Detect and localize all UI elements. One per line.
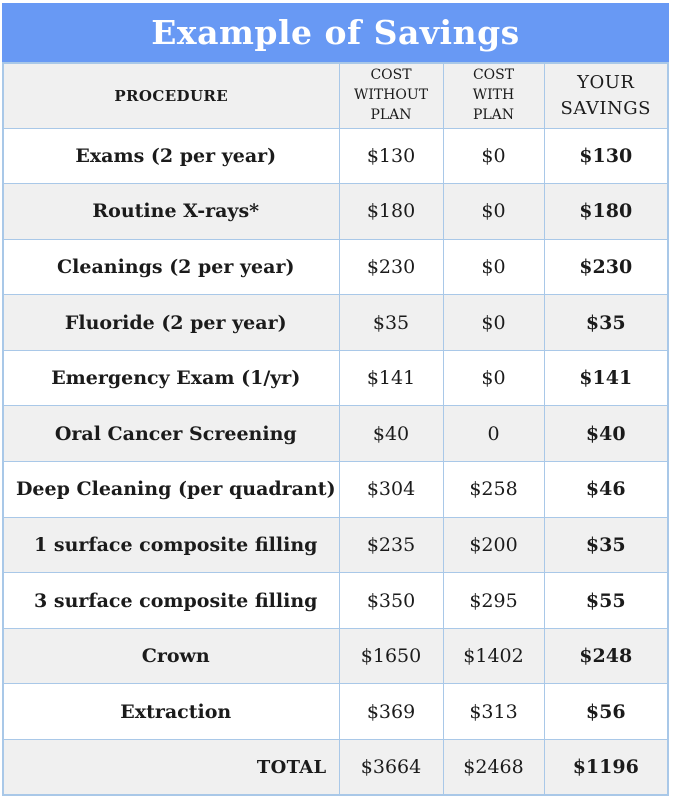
- column-header-cost-with-plan: COST WITH PLAN: [443, 63, 544, 128]
- table-row: [3, 517, 668, 573]
- savings-cell: $248: [544, 628, 668, 684]
- cost-without-plan-cell: $369: [339, 684, 443, 740]
- table-row: [3, 295, 668, 351]
- procedure-cell: TOTAL: [3, 740, 339, 796]
- cost-with-plan-cell: $0: [443, 295, 544, 351]
- cost-with-plan-cell: $0: [443, 350, 544, 406]
- savings-cell: $35: [544, 295, 668, 351]
- cost-without-plan-cell: $40: [339, 406, 443, 462]
- procedure-cell: Exams (2 per year): [3, 128, 339, 184]
- procedure-cell: Routine X-rays*: [3, 184, 339, 240]
- table-row: [3, 406, 668, 462]
- procedure-cell: Extraction: [3, 684, 339, 740]
- cost-with-plan-cell: $200: [443, 517, 544, 573]
- cost-without-plan-cell: $3664: [339, 740, 443, 796]
- cost-with-plan-cell: $0: [443, 128, 544, 184]
- cost-without-plan-cell: $1650: [339, 628, 443, 684]
- cost-with-plan-cell: 0: [443, 406, 544, 462]
- cost-without-plan-cell: $235: [339, 517, 443, 573]
- procedure-cell: Oral Cancer Screening: [3, 406, 339, 462]
- table-body: [3, 128, 668, 795]
- cost-without-plan-cell: $141: [339, 350, 443, 406]
- procedure-cell: Deep Cleaning (per quadrant): [3, 462, 339, 518]
- cost-with-plan-cell: $2468: [443, 740, 544, 796]
- savings-cell: $40: [544, 406, 668, 462]
- cost-with-plan-cell: $1402: [443, 628, 544, 684]
- savings-cell: $55: [544, 573, 668, 629]
- savings-cell: $141: [544, 350, 668, 406]
- cost-without-plan-cell: $35: [339, 295, 443, 351]
- table-row: [3, 184, 668, 240]
- table-row: [3, 462, 668, 518]
- cost-without-plan-cell: $304: [339, 462, 443, 518]
- cost-without-plan-cell: $180: [339, 184, 443, 240]
- table-row: [3, 628, 668, 684]
- cost-without-plan-cell: $130: [339, 128, 443, 184]
- procedure-cell: Cleanings (2 per year): [3, 239, 339, 295]
- column-header-procedure: PROCEDURE: [3, 63, 339, 128]
- savings-cell: $180: [544, 184, 668, 240]
- procedure-cell: Emergency Exam (1/yr): [3, 350, 339, 406]
- column-header-cost-without-plan: COST WITHOUT PLAN: [339, 63, 443, 128]
- savings-cell: $230: [544, 239, 668, 295]
- table-row: [3, 239, 668, 295]
- cost-with-plan-cell: $313: [443, 684, 544, 740]
- savings-cell: $130: [544, 128, 668, 184]
- table-row: [3, 128, 668, 184]
- table-row: [3, 573, 668, 629]
- savings-table: [2, 62, 669, 796]
- cost-without-plan-cell: $230: [339, 239, 443, 295]
- procedure-cell: Crown: [3, 628, 339, 684]
- procedure-cell: 3 surface composite filling: [3, 573, 339, 629]
- header-row: [3, 63, 668, 128]
- column-header-your-savings: YOUR SAVINGS: [544, 63, 668, 128]
- savings-cell: $46: [544, 462, 668, 518]
- savings-cell: $35: [544, 517, 668, 573]
- cost-with-plan-cell: $0: [443, 184, 544, 240]
- cost-with-plan-cell: $0: [443, 239, 544, 295]
- table-row: [3, 684, 668, 740]
- cost-without-plan-cell: $350: [339, 573, 443, 629]
- savings-cell: $1196: [544, 740, 668, 796]
- cost-with-plan-cell: $295: [443, 573, 544, 629]
- table-row: [3, 350, 668, 406]
- table-title-bar: [2, 3, 669, 62]
- procedure-cell: 1 surface composite filling: [3, 517, 339, 573]
- savings-cell: $56: [544, 684, 668, 740]
- cost-with-plan-cell: $258: [443, 462, 544, 518]
- table-title: Example of Savings: [151, 13, 520, 52]
- total-row: [3, 740, 668, 796]
- procedure-cell: Fluoride (2 per year): [3, 295, 339, 351]
